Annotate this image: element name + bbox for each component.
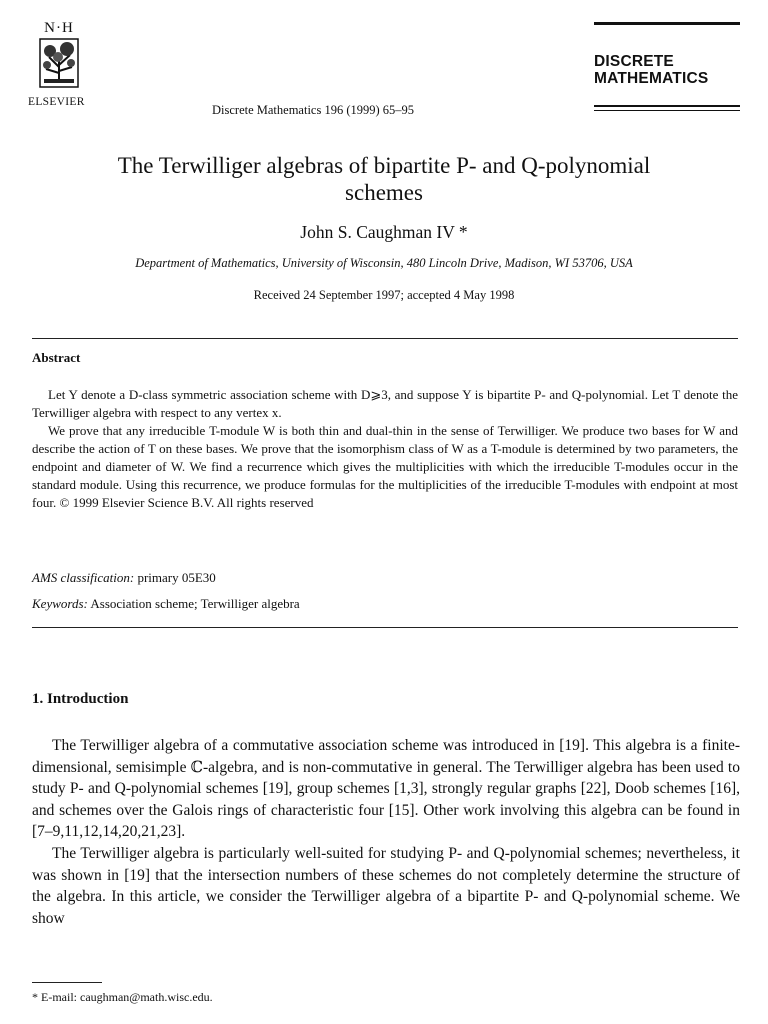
- abstract-top-rule: [32, 338, 738, 339]
- journal-name: [594, 53, 740, 87]
- body-paragraph-2: The Terwilliger algebra is particularly well-suited for studying P- and Q-polynomial schemes; nevertheless, it was shown in [19] that the intersection numbers of these schemes do not completely determine the structure of the algebra. In this article, we consider the Terwilliger algebra of a bipartite P- and Q-polynomial scheme. We show: [32, 844, 740, 927]
- journal-name-line2: MATHEMATICS: [594, 70, 709, 87]
- brand-rule-top: [594, 22, 740, 25]
- brand-rule-bottom-2: [594, 110, 740, 112]
- journal-brand: [594, 22, 740, 111]
- affiliation: Department of Mathematics, University of Wisconsin, 480 Lincoln Drive, Madison, WI 53706, USA: [135, 256, 633, 270]
- publisher-name: ELSEVIER: [28, 96, 85, 108]
- keywords-value: Association scheme; Terwilliger algebra: [87, 596, 300, 611]
- brand-rule-bottom-1: [594, 105, 740, 107]
- footnote-rule: [32, 982, 102, 983]
- keywords-label: Keywords:: [32, 596, 88, 611]
- journal-citation: Discrete Mathematics 196 (1999) 65–95: [212, 103, 415, 117]
- body-paragraph-1: The Terwilliger algebra of a commutative association scheme was introduced in [19]. This algebra is a finite-dimensional, semisimple ℂ-algebra, and is non-commutative in general. The Terwilliger algebra has been used to study P- and Q-polynomial schemes [19], group schemes [1,3], strongly regular graphs [22], Doob schemes [16], and schemes over the Galois rings of characteristic four [15]. Other work involving this algebra can be found in [7–9,11,12,14,20,21,23].: [32, 737, 740, 841]
- paper-title-line2: schemes: [345, 180, 423, 205]
- abstract-paragraph-2: We prove that any irreducible T-module W is both thin and dual-thin in the sense of Terwilliger. We produce two bases for W and describe the action of T on these bases. We prove that the isomorphism class of W as a T-module is determined by two parameters, the endpoint and diameter of W. We find a recurrence which gives the multiplicities with which the irreducible T-modules occur in the standard module. Using this recurrence, we produce formulas for the multiplicities of the irreducible T-modules with endpoint at most four. © 1999 Elsevier Science B.V. All rights reserved: [32, 423, 738, 510]
- received-dates: Received 24 September 1997; accepted 4 May 1998: [253, 288, 515, 302]
- footnote: * E-mail: caughman@math.wisc.edu.: [32, 990, 213, 1004]
- paper-title: [20, 152, 748, 206]
- abstract-paragraph-1: Let Y denote a D-class symmetric association scheme with D⩾3, and suppose Y is bipartite P- and Q-polynomial. Let T denote the Terwilliger algebra with respect to any vertex x.: [32, 387, 738, 420]
- section-body: [32, 735, 740, 929]
- publisher-logo: [28, 20, 102, 108]
- paper-title-line1: The Terwilliger algebras of bipartite P- and Q-polynomial: [117, 153, 651, 178]
- abstract-body: [32, 386, 738, 512]
- abstract-bottom-rule: [32, 627, 738, 628]
- publisher-mark: N·H: [44, 20, 74, 36]
- section-heading: 1. Introduction: [32, 691, 129, 707]
- elsevier-tree-icon: [34, 37, 84, 89]
- journal-name-line1: DISCRETE: [594, 53, 674, 70]
- author: John S. Caughman IV *: [300, 222, 468, 242]
- ams-classification-label: AMS classification:: [32, 570, 135, 585]
- keywords: [32, 596, 300, 612]
- ams-classification: [32, 570, 216, 586]
- abstract-heading: Abstract: [32, 350, 81, 365]
- ams-classification-value: primary 05E30: [134, 570, 216, 585]
